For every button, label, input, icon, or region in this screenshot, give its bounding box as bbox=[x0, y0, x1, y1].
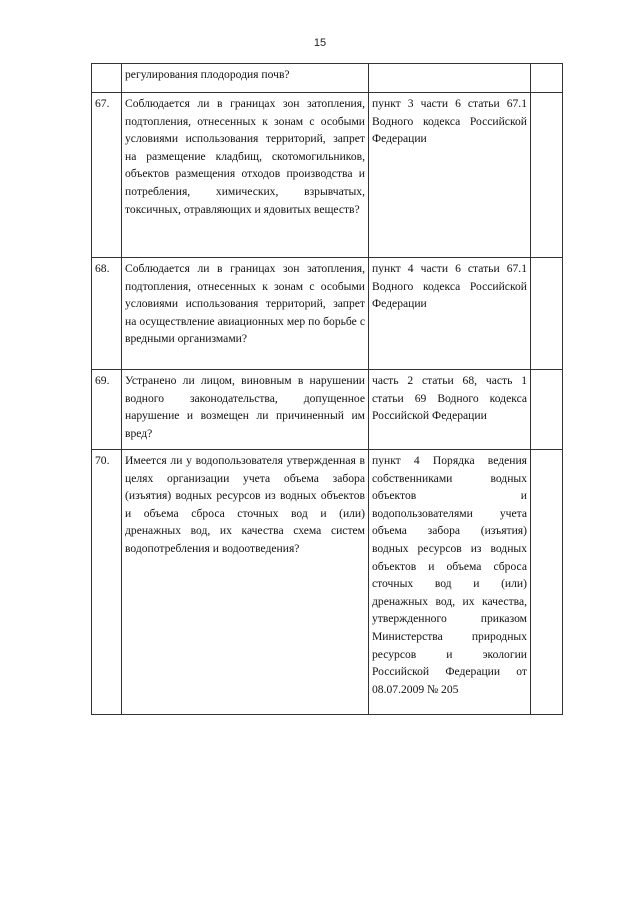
row-number: 67. bbox=[92, 93, 122, 258]
question-cell: Имеется ли у водопользователя утвержденная в целях организации учета объема забора (изъятия) водных ресурсов из водных объектов и объема сброса сточных вод и (или) дренажных вод, их качества схема систем водопотребления и водоотведения? bbox=[122, 450, 369, 715]
row-number: 70. bbox=[92, 450, 122, 715]
question-cell: регулирования плодородия почв? bbox=[122, 64, 369, 93]
reference-cell: часть 2 статьи 68, часть 1 статьи 69 Водного кодекса Российской Федерации bbox=[369, 370, 531, 450]
page-number: 15 bbox=[313, 37, 327, 49]
empty-cell bbox=[531, 93, 563, 258]
reference-cell: пункт 3 части 6 статьи 67.1 Водного кодекса Российской Федерации bbox=[369, 93, 531, 258]
empty-cell bbox=[531, 370, 563, 450]
table-row bbox=[92, 93, 563, 258]
reference-cell: пункт 4 части 6 статьи 67.1 Водного кодекса Российской Федерации bbox=[369, 258, 531, 370]
question-cell: Соблюдается ли в границах зон затопления, подтопления, отнесенных к зонам с особыми условиями использования территорий, запрет на осуществление авиационных мер по борьбе с вредными организмами? bbox=[122, 258, 369, 370]
requirements-table bbox=[91, 63, 563, 715]
row-number bbox=[92, 64, 122, 93]
table-row bbox=[92, 370, 563, 450]
table-row bbox=[92, 450, 563, 715]
question-cell: Устранено ли лицом, виновным в нарушении водного законодательства, допущенное нарушение и возмещен ли причиненный им вред? bbox=[122, 370, 369, 450]
empty-cell bbox=[531, 450, 563, 715]
table-row bbox=[92, 258, 563, 370]
row-number: 69. bbox=[92, 370, 122, 450]
table-row bbox=[92, 64, 563, 93]
row-number: 68. bbox=[92, 258, 122, 370]
empty-cell bbox=[531, 64, 563, 93]
question-cell: Соблюдается ли в границах зон затопления, подтопления, отнесенных к зонам с особыми условиями использования территорий, запрет на размещение кладбищ, скотомогильников, объектов размещения отходов производства и потребления, химических, взрывчатых, токсичных, отравляющих и ядовитых веществ? bbox=[122, 93, 369, 258]
reference-cell: пункт 4 Порядка ведения собственниками водных объектов и водопользователями учета объема забора (изъятия) водных ресурсов из водных объектов и объема сброса сточных вод и (или) дренажных вод, их качества, утвержденного приказом Министерства природных ресурсов и экологии Российской Федерации от 08.07.2009 № 205 bbox=[369, 450, 531, 715]
reference-cell bbox=[369, 64, 531, 93]
empty-cell bbox=[531, 258, 563, 370]
